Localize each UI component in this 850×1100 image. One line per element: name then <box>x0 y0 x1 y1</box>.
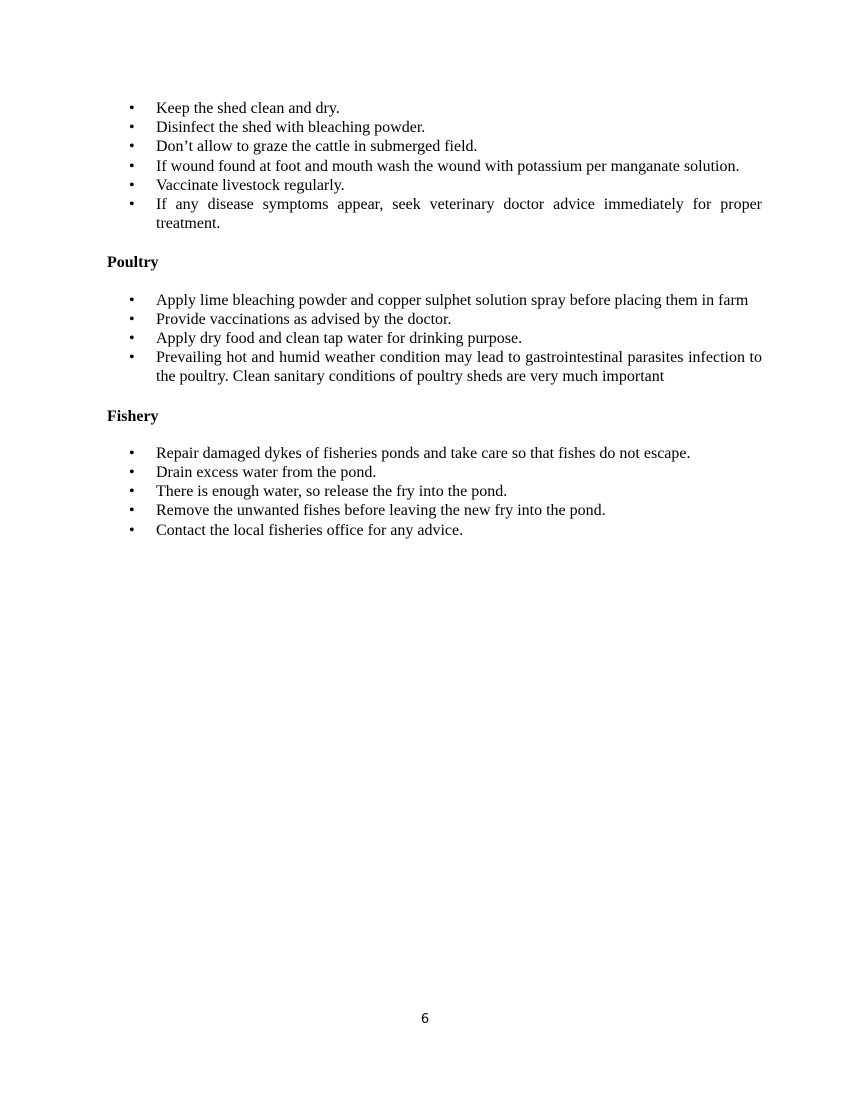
list-item <box>107 463 762 482</box>
list-item <box>107 348 762 386</box>
page-number: 6 <box>420 1012 430 1027</box>
list-item <box>107 195 762 233</box>
list-item-text: Contact the local fisheries office for any advice. <box>156 521 464 539</box>
list-item <box>107 99 762 118</box>
list-item-text: Provide vaccinations as advised by the doctor. <box>156 310 452 328</box>
list-item-text: There is enough water, so release the fry into the pond. <box>156 483 508 501</box>
poultry-list <box>107 291 762 387</box>
bullet-icon: • <box>129 196 135 214</box>
list-item <box>107 291 762 310</box>
fishery-heading: Fishery <box>107 407 159 425</box>
bullet-icon: • <box>129 291 135 309</box>
bullet-icon: • <box>129 330 135 348</box>
list-item-text: Drain excess water from the pond. <box>156 464 377 482</box>
bullet-icon: • <box>129 483 135 501</box>
list-item <box>107 157 762 176</box>
poultry-heading: Poultry <box>107 254 159 272</box>
bullet-icon: • <box>129 349 135 367</box>
list-item <box>107 310 762 329</box>
list-item <box>107 118 762 137</box>
list-item <box>107 329 762 348</box>
list-item <box>107 444 762 463</box>
bullet-icon: • <box>129 521 135 539</box>
list-item-text: Repair damaged dykes of fisheries ponds and take care so that fishes do not escape. <box>156 444 691 462</box>
bullet-icon: • <box>129 502 135 520</box>
bullet-icon: • <box>129 119 135 137</box>
list-item <box>107 501 762 520</box>
bullet-icon: • <box>129 100 135 117</box>
list-item <box>107 482 762 501</box>
list-item-text: Apply dry food and clean tap water for drinking purpose. <box>156 330 523 348</box>
list-item-text: Don’t allow to graze the cattle in submerged field. <box>156 138 478 156</box>
list-item-text: Keep the shed clean and dry. <box>156 100 340 117</box>
list-item-text: Prevailing hot and humid weather condition may lead to gastrointestinal parasites infection to the poultry. Clean sanitary conditions of poultry sheds are very much important <box>156 349 762 386</box>
list-item-text: Vaccinate livestock regularly. <box>156 176 345 194</box>
list-item-text: If wound found at foot and mouth wash the wound with potassium per manganate solution. <box>156 157 740 175</box>
list-item <box>107 521 762 540</box>
bullet-icon: • <box>129 444 135 462</box>
bullet-icon: • <box>129 176 135 194</box>
list-item-text: Remove the unwanted fishes before leaving the new fry into the pond. <box>156 502 606 520</box>
list-item-text: Disinfect the shed with bleaching powder. <box>156 119 426 137</box>
bullet-icon: • <box>129 157 135 175</box>
bullet-icon: • <box>129 138 135 156</box>
list-item-text: Apply lime bleaching powder and copper sulphet solution spray before placing them in farm <box>156 291 749 309</box>
livestock-list <box>107 99 762 233</box>
page-content <box>107 99 762 540</box>
list-item-text: If any disease symptoms appear, seek veterinary doctor advice immediately for proper treatment. <box>156 196 762 233</box>
list-item <box>107 137 762 156</box>
list-item <box>107 176 762 195</box>
fishery-list <box>107 444 762 540</box>
bullet-icon: • <box>129 464 135 482</box>
bullet-icon: • <box>129 310 135 328</box>
